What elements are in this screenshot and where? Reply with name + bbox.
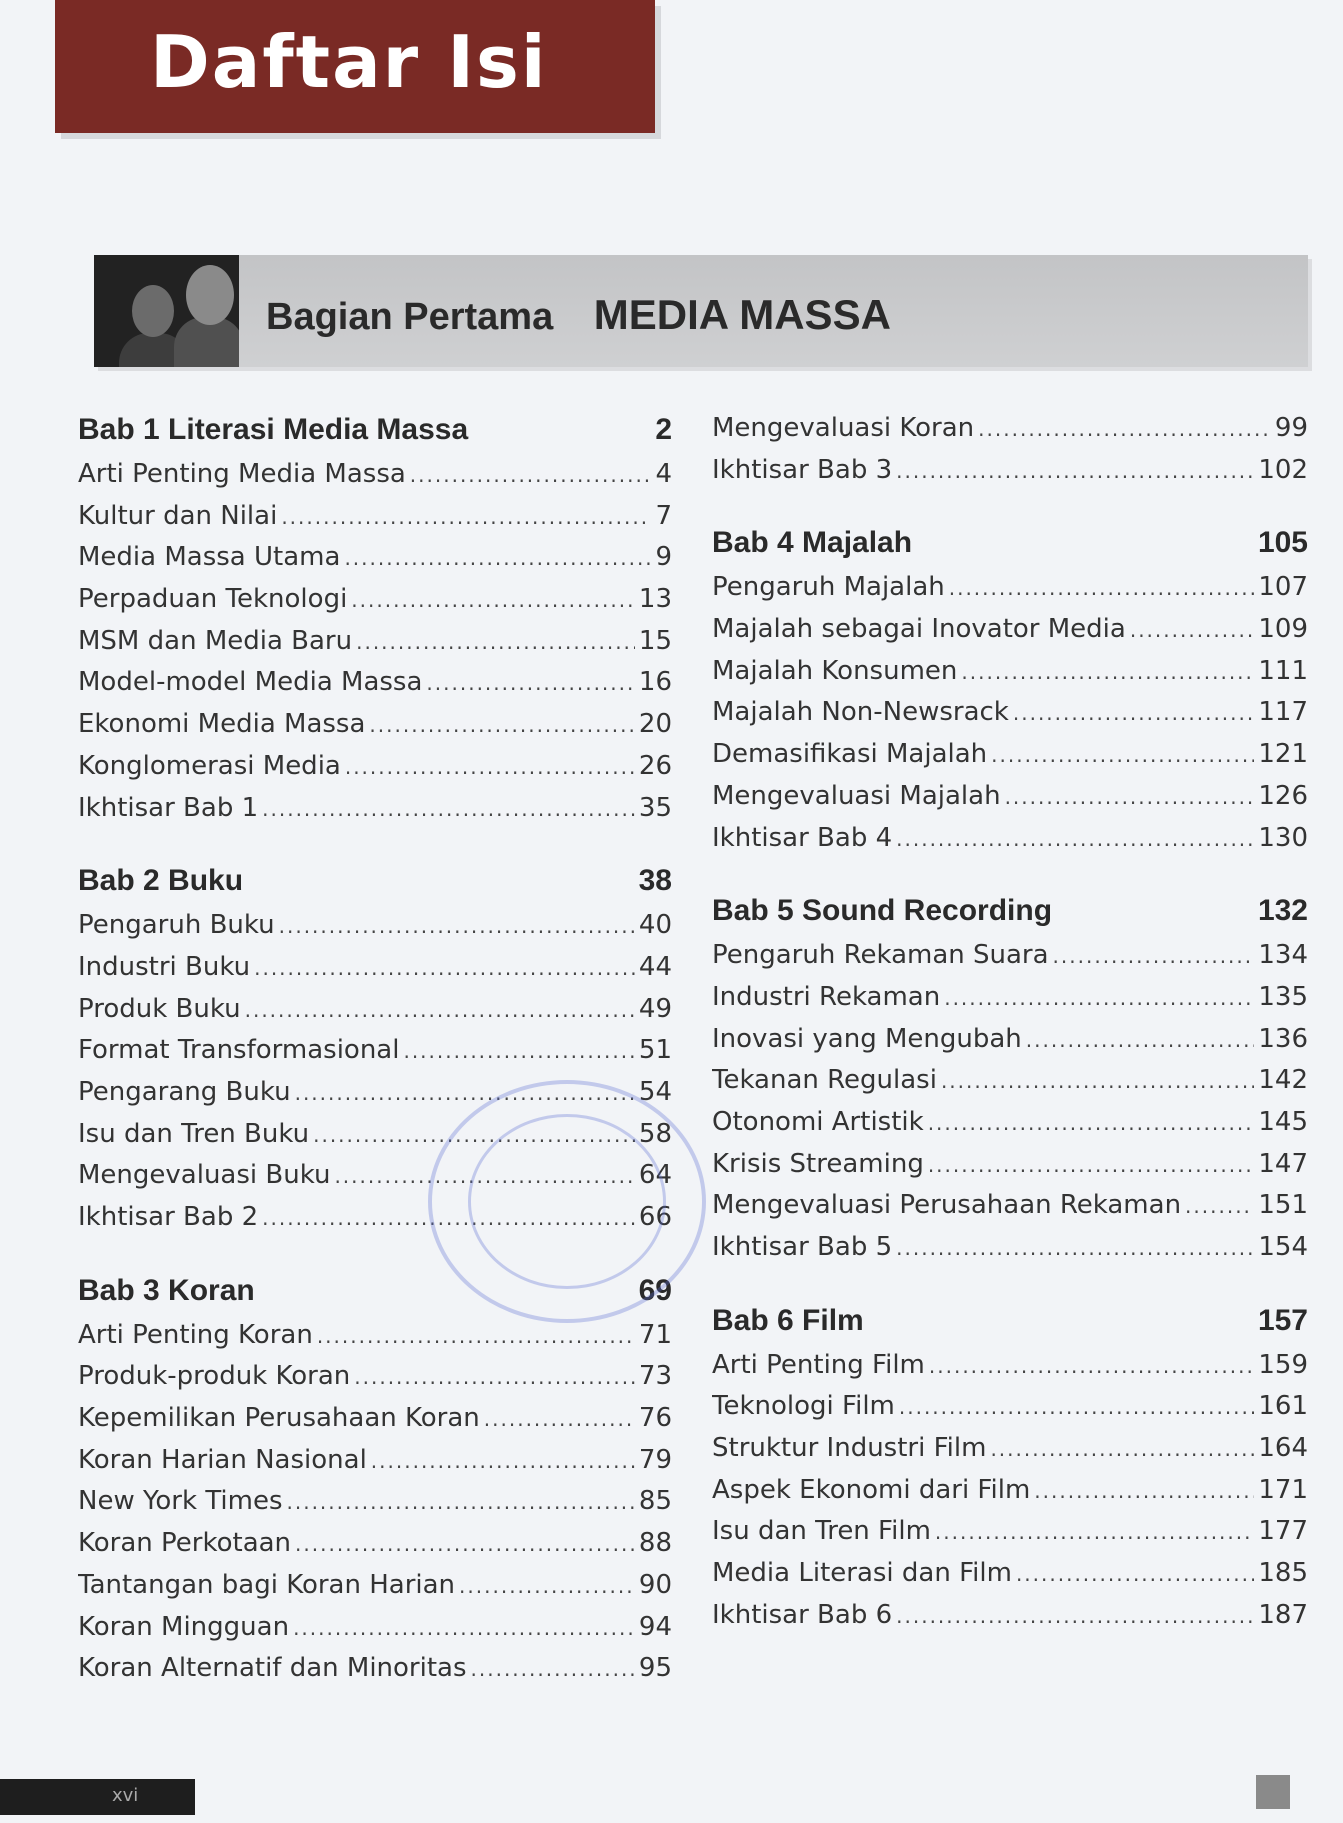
page-ref: 69 [638,1273,672,1307]
page-ref: 64 [638,1160,672,1191]
entry-title: Aspek Ekonomi dari Film [712,1474,1031,1505]
page-ref: 134 [1258,940,1308,971]
page-ref: 130 [1258,822,1308,853]
entry-title: Koran Mingguan [78,1611,290,1642]
toc-entry[interactable] [78,1202,672,1244]
dot-leader [410,463,652,487]
page-ref: 95 [638,1653,672,1684]
page-ref: 54 [638,1076,672,1107]
chapter-spacer [712,864,1308,894]
toc-entry[interactable] [712,1190,1308,1232]
entry-title: Koran Harian Nasional [78,1444,367,1475]
page-ref: 71 [638,1319,672,1350]
entry-title: Mengevaluasi Majalah [712,780,1001,811]
page-ref: 185 [1258,1558,1308,1589]
entry-title: New York Times [78,1486,283,1517]
toc-left-column [78,413,672,1695]
banner-part: Bagian Pertama [266,296,554,338]
entry-title: Teknologi Film [712,1391,895,1422]
dot-leader [262,1206,635,1230]
dot-leader [929,1354,1254,1378]
dot-leader [344,546,651,570]
page-ref: 44 [638,951,672,982]
toc-entry[interactable] [78,709,672,751]
toc-entry[interactable] [712,1350,1308,1392]
toc-entry[interactable] [712,940,1308,982]
dot-leader [313,1123,635,1147]
toc-chapter-heading[interactable] [78,864,672,910]
toc-entry[interactable] [78,1570,672,1612]
toc-entry[interactable] [78,1528,672,1570]
page-ref: 177 [1258,1516,1308,1547]
toc-chapter-heading[interactable] [712,526,1308,572]
chapter-title: Bab 5 Sound Recording [712,894,1053,928]
entry-title: Krisis Streaming [712,1148,924,1179]
page-ref: 20 [638,709,672,740]
dot-leader [295,1081,635,1105]
toc-entry[interactable] [712,413,1308,455]
page-ref: 66 [638,1202,672,1232]
dot-leader [1026,1028,1255,1052]
toc-entry[interactable] [712,739,1308,781]
page-ref: 79 [638,1444,672,1475]
dot-leader [961,660,1254,684]
dot-leader [293,1616,635,1640]
page-ref: 111 [1258,655,1308,686]
toc-entry[interactable] [78,751,672,793]
entry-title: Mengevaluasi Koran [712,413,975,443]
page-ref: 151 [1258,1190,1308,1221]
dot-leader [1185,1194,1254,1218]
dot-leader [896,1604,1254,1628]
page-ref: 58 [638,1118,672,1149]
entry-title: Tekanan Regulasi [712,1065,937,1096]
toc-entry[interactable] [712,1391,1308,1433]
dot-leader [295,1532,635,1556]
page-ref: 35 [638,792,672,823]
toc-entry[interactable] [78,1119,672,1161]
toc-entry[interactable] [712,982,1308,1024]
entry-title: Kultur dan Nilai [78,500,278,531]
toc-entry[interactable] [78,1403,672,1445]
toc-entry[interactable] [78,994,672,1036]
entry-title: Media Literasi dan Film [712,1558,1012,1589]
toc-entry[interactable] [712,1558,1308,1600]
page-ref: 40 [638,910,672,941]
toc-entry[interactable] [712,781,1308,823]
page-ref: 145 [1258,1106,1308,1137]
dot-leader [896,459,1254,483]
page-ref: 49 [638,993,672,1024]
entry-title: Ikhtisar Bab 5 [712,1232,893,1262]
page-ref: 2 [655,413,672,446]
dot-leader [978,417,1271,441]
dot-leader [426,671,634,695]
page-ref: 9 [655,542,672,573]
dot-leader [928,1111,1255,1135]
entry-title: Demasifikasi Majalah [712,739,988,770]
page-ref: 142 [1258,1065,1308,1096]
dot-leader [403,1039,634,1063]
toc-entry[interactable] [712,1024,1308,1066]
dot-leader [354,1365,635,1389]
page-ref: 164 [1258,1433,1308,1464]
toc-entry[interactable] [712,455,1308,497]
entry-title: Ikhtisar Bab 1 [78,792,259,823]
page-ref: 15 [638,625,672,656]
dot-leader [896,1236,1254,1260]
toc-entry[interactable] [712,1516,1308,1558]
dot-leader [944,986,1254,1010]
dot-leader [896,827,1254,851]
page-ref: 171 [1258,1474,1308,1505]
dot-leader [369,713,634,737]
page-ref: 4 [655,459,672,489]
page-ref: 117 [1258,697,1308,728]
entry-title: Mengevaluasi Perusahaan Rekaman [712,1190,1182,1221]
page-ref: 157 [1257,1303,1308,1337]
toc-entry[interactable] [78,1035,672,1077]
page-ref: 85 [638,1486,672,1517]
entry-title: Ikhtisar Bab 2 [78,1202,259,1232]
entry-title: Produk-produk Koran [78,1361,351,1392]
chapter-spacer [712,496,1308,526]
page-ref: 102 [1258,454,1308,485]
page-ref: 76 [638,1403,672,1434]
page-ref: 88 [638,1528,672,1559]
page-ref: 136 [1258,1023,1308,1054]
page-ref: 126 [1258,780,1308,811]
toc-entry[interactable] [712,656,1308,698]
entry-title: Ikhtisar Bab 6 [712,1599,893,1630]
dot-leader [899,1395,1254,1419]
page-ref: 187 [1258,1599,1308,1630]
entry-title: Model-model Media Massa [78,667,423,698]
entry-title: Ikhtisar Bab 4 [712,822,893,853]
toc-entry[interactable] [712,1149,1308,1191]
toc-entry[interactable] [78,793,672,835]
page-ref: 107 [1258,572,1308,603]
toc-entry[interactable] [78,626,672,668]
page-ref: 132 [1257,894,1308,928]
page-ref: 38 [638,864,672,898]
part-banner [94,255,1308,367]
dot-leader [245,998,635,1022]
toc-entry[interactable] [78,1160,672,1202]
toc-entry[interactable] [78,1653,672,1695]
dot-leader [928,1153,1255,1177]
entry-title: Perpaduan Teknologi [78,584,348,615]
chapter-spacer [712,1274,1308,1304]
dot-leader [287,1490,635,1514]
page-ref: 161 [1258,1391,1308,1422]
toc-entry[interactable] [712,572,1308,614]
toc-entry[interactable] [712,614,1308,656]
entry-title: Koran Perkotaan [78,1528,292,1559]
toc-entry[interactable] [78,1077,672,1119]
entry-title: Tantangan bagi Koran Harian [78,1569,456,1600]
toc-entry[interactable] [78,1320,672,1362]
entry-title: Arti Penting Media Massa [78,459,406,489]
dot-leader [345,755,635,779]
page-ref: 121 [1258,739,1308,770]
dot-leader [484,1407,635,1431]
toc-chapter-heading[interactable] [712,894,1308,940]
toc-entry[interactable] [712,1475,1308,1517]
entry-title: Isu dan Tren Buku [78,1118,310,1149]
page-ref: 99 [1274,413,1308,443]
entry-title: Inovasi yang Mengubah [712,1023,1022,1054]
page-ref: 73 [638,1361,672,1392]
chapter-title: Bab 3 Koran [78,1273,255,1307]
entry-title: Majalah Non-Newsrack [712,697,1009,728]
page-ref: 13 [638,584,672,615]
dot-leader [949,576,1255,600]
entry-title: Industri Buku [78,951,251,982]
entry-title: Arti Penting Koran [78,1319,313,1350]
toc-entry[interactable] [712,823,1308,865]
footer-bar [0,1779,195,1815]
entry-title: Ekonomi Media Massa [78,709,366,740]
page-ref: 159 [1258,1349,1308,1380]
page-ref: 94 [638,1611,672,1642]
dot-leader [1053,944,1255,968]
footer-marker [1256,1775,1290,1809]
entry-title: Konglomerasi Media [78,750,341,781]
entry-title: Ikhtisar Bab 3 [712,454,893,485]
toc-entry[interactable] [78,542,672,584]
entry-title: Pengaruh Rekaman Suara [712,940,1049,971]
dot-leader [356,630,635,654]
dot-leader [262,797,635,821]
dot-leader [990,1437,1254,1461]
toc-entry[interactable] [78,1361,672,1403]
banner-title [266,291,891,339]
page-ref: 90 [638,1569,672,1600]
dot-leader [459,1574,635,1598]
toc-entry[interactable] [712,1107,1308,1149]
entry-title: Majalah Konsumen [712,655,958,686]
page-ref: 26 [638,750,672,781]
dot-leader [1013,701,1254,725]
toc-chapter-heading[interactable] [78,413,672,459]
entry-title: Pengaruh Majalah [712,572,945,603]
toc-entry[interactable] [712,1232,1308,1274]
toc-entry[interactable] [712,1065,1308,1107]
entry-title: Otonomi Artistik [712,1106,924,1137]
toc-entry[interactable] [78,1612,672,1654]
page-ref: 109 [1258,614,1308,645]
toc-entry[interactable] [712,1600,1308,1642]
toc-entry[interactable] [78,667,672,709]
dot-leader [1034,1479,1254,1503]
entry-title: Pengaruh Buku [78,910,275,941]
toc-entry[interactable] [78,584,672,626]
entry-title: Mengevaluasi Buku [78,1160,331,1191]
dot-leader [254,956,635,980]
toc-chapter-heading[interactable] [78,1274,672,1320]
chapter-title: Bab 1 Literasi Media Massa [78,413,469,446]
toc-entry[interactable] [78,952,672,994]
toc-entry[interactable] [78,501,672,543]
dot-leader [351,588,635,612]
toc-entry[interactable] [712,1433,1308,1475]
entry-title: Pengarang Buku [78,1076,291,1107]
dot-leader [279,914,635,938]
entry-title: Industri Rekaman [712,981,941,1012]
entry-title: Struktur Industri Film [712,1433,987,1464]
chapter-spacer [78,1244,672,1274]
toc-entry[interactable] [78,1445,672,1487]
entry-title: Majalah sebagai Inovator Media [712,614,1126,645]
page-title: Daftar Isi [150,20,548,104]
entry-title: Produk Buku [78,993,241,1024]
toc-entry[interactable] [712,697,1308,739]
entry-title: Koran Alternatif dan Minoritas [78,1653,467,1684]
page-ref: 135 [1258,981,1308,1012]
dot-leader [1130,618,1255,642]
toc-right-column [712,413,1308,1642]
toc-entry[interactable] [78,910,672,952]
page-ref: 16 [638,667,672,698]
dot-leader [317,1324,635,1348]
toc-entry[interactable] [78,459,672,501]
entry-title: Media Massa Utama [78,542,341,573]
entry-title: MSM dan Media Baru [78,625,353,656]
banner-subject: MEDIA MASSA [593,291,891,338]
page-title-box [55,0,655,133]
dot-leader [935,1520,1254,1544]
chapter-title: Bab 4 Majalah [712,526,913,560]
chapter-title: Bab 2 Buku [78,864,244,898]
chapter-spacer [78,834,672,864]
entry-title: Format Transformasional [78,1035,400,1066]
dot-leader [334,1164,634,1188]
toc-chapter-heading[interactable] [712,1304,1308,1350]
banner-photo [94,255,239,367]
dot-leader [991,743,1254,767]
page-ref: 105 [1257,526,1308,560]
dot-leader [471,1657,635,1681]
dot-leader [1016,1562,1254,1586]
page-ref: 154 [1258,1232,1308,1262]
dot-leader [1005,785,1255,809]
page-ref: 147 [1258,1148,1308,1179]
entry-title: Kepemilikan Perusahaan Koran [78,1403,480,1434]
dot-leader [941,1069,1254,1093]
page-number: xvi [112,1785,139,1806]
page-ref: 7 [655,500,672,531]
entry-title: Isu dan Tren Film [712,1516,931,1547]
page-ref: 51 [638,1035,672,1066]
dot-leader [281,505,651,529]
chapter-title: Bab 6 Film [712,1303,864,1337]
entry-title: Arti Penting Film [712,1349,925,1380]
toc-entry[interactable] [78,1486,672,1528]
dot-leader [371,1449,635,1473]
